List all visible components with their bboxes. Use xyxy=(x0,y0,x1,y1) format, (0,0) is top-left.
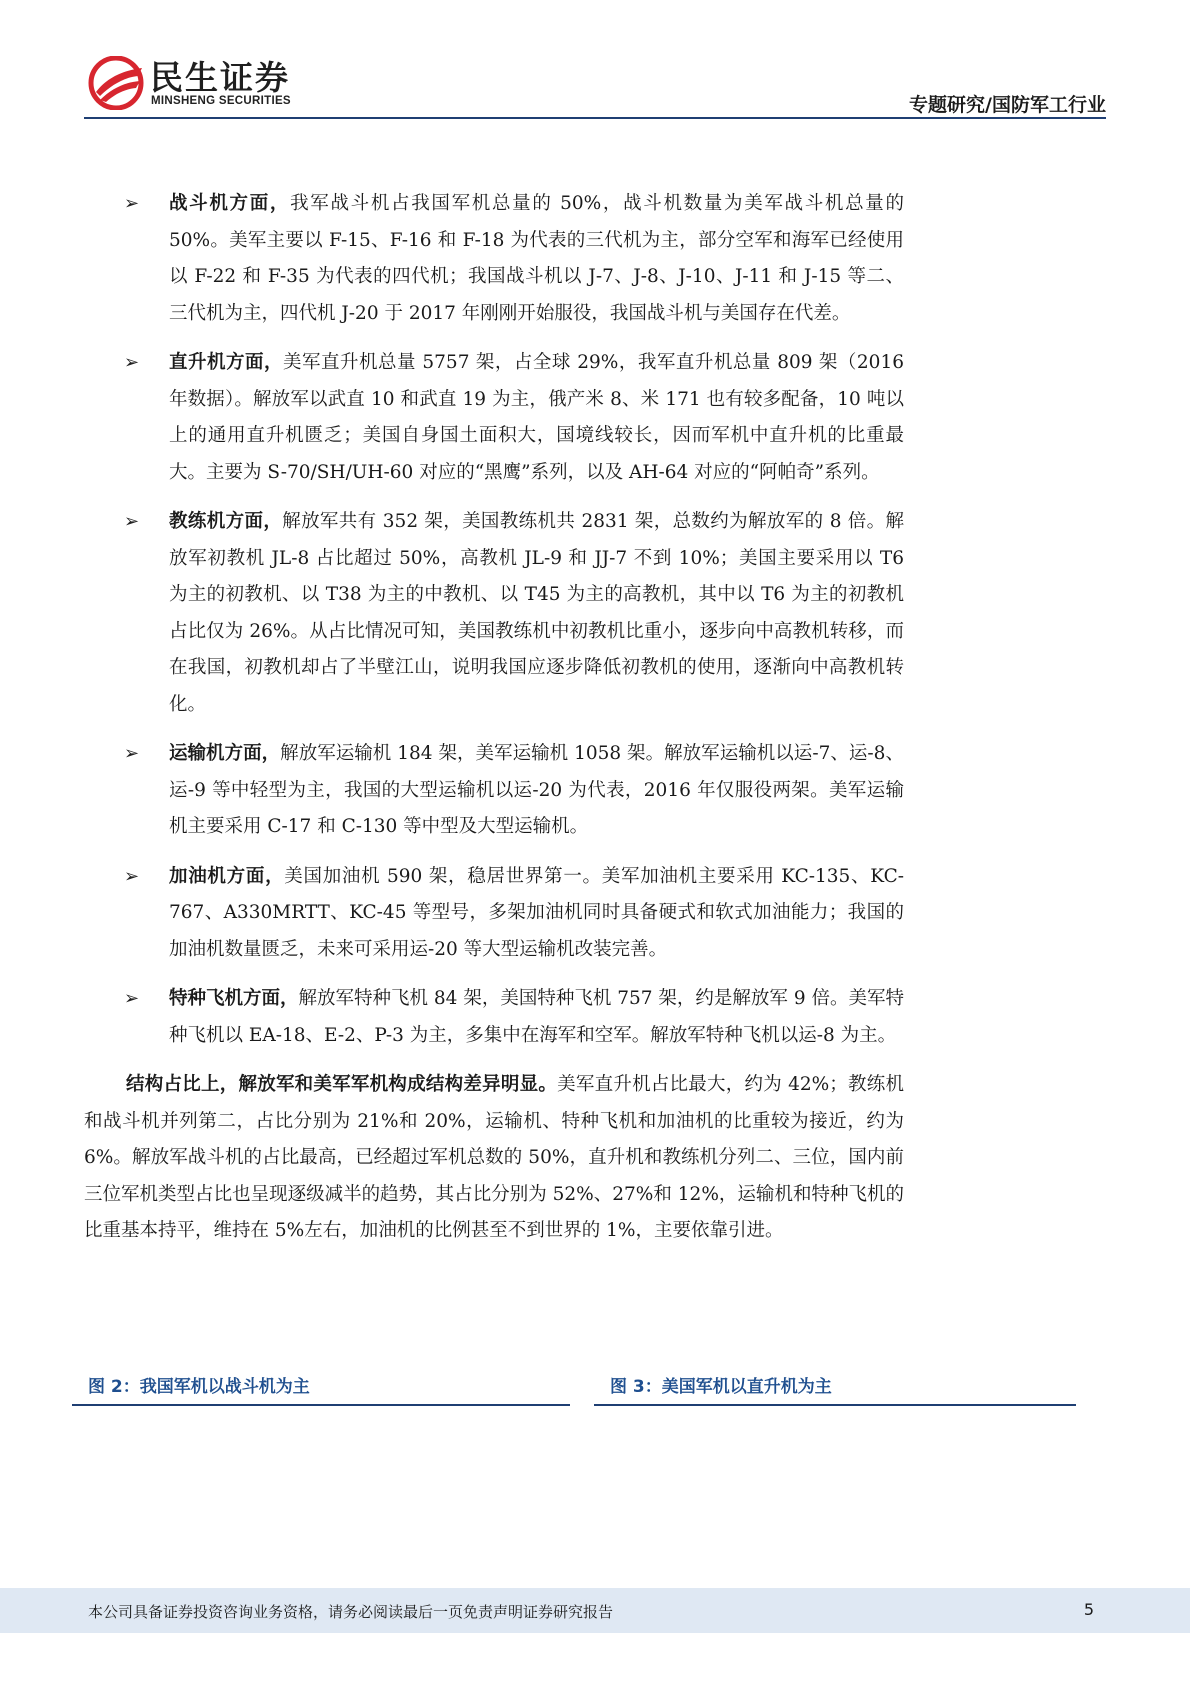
bullet-title: 教练机方面， xyxy=(169,511,283,532)
bullet-trainer xyxy=(84,504,904,723)
summary-lead: 结构占比上，解放军和美军军机构成结构差异明显。 xyxy=(126,1074,558,1095)
report-category: 专题研究/国防军工行业 xyxy=(909,94,1106,116)
bullet-text: 解放军运输机 184 架，美军运输机 1058 架。解放军运输机以运-7、运-8、运-9 等中轻型为主，我国的大型运输机以运-20 为代表，2016 年仅服役两架。美军运输机主要采用 C-17 和 C-130 等中型及大型运输机。 xyxy=(169,743,904,837)
bullet-text: 美军直升机总量 5757 架，占全球 29%，我军直升机总量 809 架（2016 年数据）。解放军以武直 10 和武直 19 为主，俄产米 8、米 171 也有较多配备，10 吨以上的通用直升机匮乏；美国自身国土面积大，国境线较长，因而军机中直升机的比重最大。主要为 S-70/SH/UH-60 对应的“黑鹰”系列，以及 AH-64 对应的“阿帕奇”系列。 xyxy=(169,352,904,483)
bullet-fighter xyxy=(84,186,904,332)
figure-2-caption: 图 2：我国军机以战斗机为主 xyxy=(88,1377,310,1397)
minsheng-logo-icon xyxy=(86,56,146,110)
bullet-helicopter xyxy=(84,345,904,491)
bullet-arrow-icon: ➢ xyxy=(124,743,140,764)
bullet-text: 美国加油机 590 架，稳居世界第一。美军加油机主要采用 KC-135、KC-767、A330MRTT、KC-45 等型号，多架加油机同时具备硬式和软式加油能力；我国的加油机数量匮乏，未来可采用运-20 等大型运输机改装完善。 xyxy=(169,865,904,960)
page-header xyxy=(0,0,1190,120)
page-footer xyxy=(0,1588,1190,1633)
figure-3-divider xyxy=(594,1404,1076,1406)
bullet-arrow-icon: ➢ xyxy=(124,511,140,532)
bullet-arrow-icon: ➢ xyxy=(124,988,140,1009)
bullet-special xyxy=(84,981,904,1054)
summary-text: 美军直升机占比最大，约为 42%；教练机和战斗机并列第二，占比分别为 21%和 20%，运输机、特种飞机和加油机的比重较为接近，约为 6%。解放军战斗机的占比最高，已经超过军机总数的 50%，直升机和教练机分列二、三位，国内前三位军机类型占比也呈现逐级减半的趋势，其占比分别为 52%、27%和 12%，运输机和特种飞机的比重基本持平，维持在 5%左右，加油机的比例甚至不到世界的 1%，主要依靠引进。 xyxy=(84,1074,904,1241)
bullet-arrow-icon: ➢ xyxy=(124,193,140,214)
bullet-tanker xyxy=(84,859,904,969)
page-number: 5 xyxy=(1083,1600,1094,1619)
bullet-title: 直升机方面， xyxy=(169,352,283,373)
summary-paragraph xyxy=(84,1067,904,1250)
report-body xyxy=(84,186,904,1250)
logo-chinese-name: 民生证券 xyxy=(150,58,290,97)
bullet-title: 战斗机方面， xyxy=(169,193,291,214)
bullet-arrow-icon: ➢ xyxy=(124,352,140,373)
bullet-arrow-icon: ➢ xyxy=(124,865,140,887)
header-divider xyxy=(84,117,1106,119)
bullet-transport xyxy=(84,736,904,846)
logo-english-name: MINSHENG SECURITIES xyxy=(151,95,291,107)
bullet-text: 我军战斗机占我国军机总量的 50%，战斗机数量为美军战斗机总量的 50%。美军主要以 F-15、F-16 和 F-18 为代表的三代机为主，部分空军和海军已经使用以 F-22 和 F-35 为代表的四代机；我国战斗机以 J-7、J-8、J-10、J-11 和 J-15 等二、三代机为主，四代机 J-20 于 2017 年刚刚开始服役，我国战斗机与美国存在代差。 xyxy=(169,193,904,324)
figure-2-divider xyxy=(72,1404,570,1406)
figure-3-caption: 图 3：美国军机以直升机为主 xyxy=(610,1377,832,1397)
bullet-title: 运输机方面， xyxy=(169,743,281,764)
bullet-title: 加油机方面， xyxy=(169,865,285,887)
bullet-text: 解放军共有 352 架，美国教练机共 2831 架，总数约为解放军的 8 倍。解放军初教机 JL-8 占比超过 50%，高教机 JL-9 和 JJ-7 不到 10%；美国主要采用以 T6 为主的初教机、以 T38 为主的中教机、以 T45 为主的高教机，其中以 T6 为主的初教机占比仅为 26%。从占比情况可知，美国教练机中初教机比重小，逐步向中高教机转移，而在我国，初教机却占了半壁江山，说明我国应逐步降低初教机的使用，逐渐向中高教机转化。 xyxy=(169,511,904,715)
bullet-title: 特种飞机方面， xyxy=(169,988,299,1009)
bullet-text: 解放军特种飞机 84 架，美国特种飞机 757 架，约是解放军 9 倍。美军特种飞机以 EA-18、E-2、P-3 为主，多集中在海军和空军。解放军特种飞机以运-8 为主。 xyxy=(169,988,904,1046)
footer-disclaimer: 本公司具备证券投资咨询业务资格，请务必阅读最后一页免责声明证券研究报告 xyxy=(88,1603,614,1621)
